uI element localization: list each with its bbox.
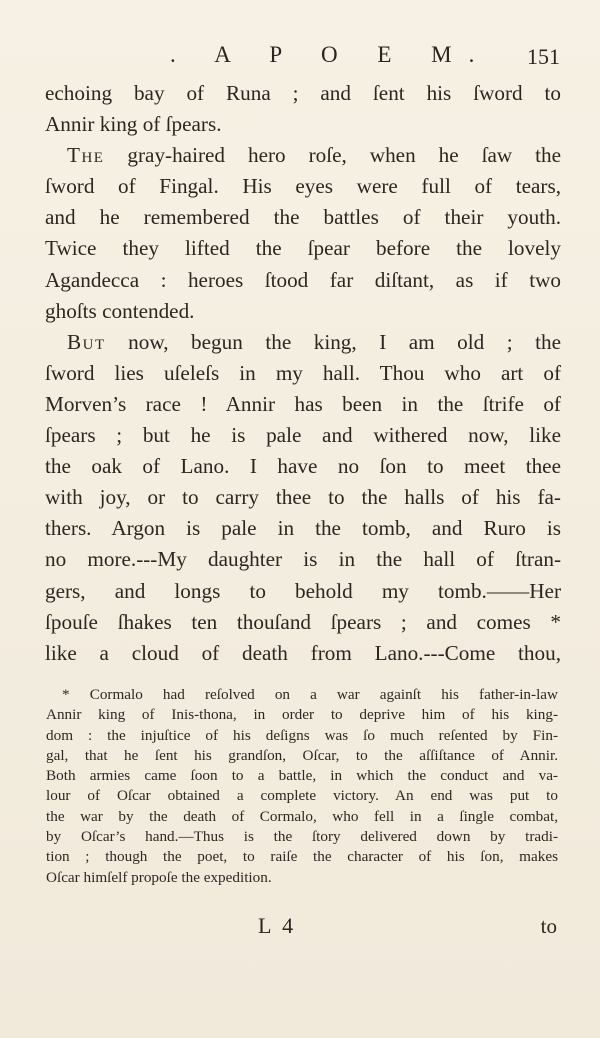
footnote bbox=[46, 685, 558, 888]
paragraph-opening-word: The bbox=[67, 143, 105, 168]
text-fragment: now, begun the king, I am old ; the bbox=[105, 329, 561, 354]
text-line bbox=[45, 327, 561, 358]
text-line: ſword lies uſeleſs in my hall. Thou who art of bbox=[45, 360, 561, 385]
text-line: Twice they lifted the ſpear before the lovely bbox=[45, 236, 561, 261]
footnote-line: dom : the injuſtice of his deſigns was ſo much reſented by Fin- bbox=[46, 726, 558, 744]
footnote-line: Oſcar himſelf propoſe the expedition. bbox=[46, 868, 272, 886]
catchword: to bbox=[540, 914, 557, 938]
paragraph-opening-word: But bbox=[67, 329, 106, 354]
text-line: ghoſts contended. bbox=[45, 298, 195, 323]
footnote-line: Annir king of Inis-thona, in order to deprive him of his king- bbox=[46, 706, 558, 724]
text-line: Morven’s race ! Annir has been in the ſtrife of bbox=[45, 391, 561, 416]
text-line: and he remembered the battles of their youth. bbox=[45, 205, 561, 230]
text-line: echoing bay of Runa ; and ſent his ſword to bbox=[45, 81, 561, 105]
text-line: no more.---My daughter is in the hall of ſtran- bbox=[45, 547, 561, 572]
text-line: Agandecca : heroes ſtood far diſtant, as if two bbox=[45, 267, 561, 292]
text-line: Annir king of ſpears. bbox=[45, 112, 222, 137]
text-line: thers. Argon is pale in the tomb, and Ruro is bbox=[45, 516, 561, 541]
page-number: 151 bbox=[527, 44, 560, 69]
text-line: the oak of Lano. I have no ſon to meet thee bbox=[45, 454, 561, 479]
signature-mark: L 4 bbox=[258, 913, 297, 938]
page-header bbox=[0, 38, 600, 72]
text-line: ſpears ; but he is pale and withered now, like bbox=[45, 423, 561, 448]
text-line: gers, and longs to behold my tomb.——Her bbox=[45, 578, 561, 603]
main-text bbox=[45, 78, 561, 669]
footnote-line: Both armies came ſoon to a battle, in which the conduct and va- bbox=[46, 767, 558, 785]
footnote-line: lour of Oſcar obtained a complete victory. An end was put to bbox=[46, 787, 558, 805]
text-line: ſword of Fingal. His eyes were full of tears, bbox=[45, 174, 561, 199]
footnote-line: tion ; though the poet, to raiſe the character of his ſon, makes bbox=[46, 848, 558, 866]
text-line: ſpouſe ſhakes ten thouſand ſpears ; and comes * bbox=[45, 609, 561, 634]
text-line: with joy, or to carry thee to the halls of his fa- bbox=[45, 485, 561, 510]
text-line: like a cloud of death from Lano.---Come thou, bbox=[45, 640, 561, 665]
footnote-line: gal, that he ſent his grandſon, Oſcar, to the aſſiſtance of Annir. bbox=[46, 746, 558, 764]
footnote-line: * Cormalo had reſolved on a war againſt his father-in-law bbox=[62, 686, 558, 703]
footnote-line: by Oſcar’s hand.—Thus is the ſtory delivered down by tradi- bbox=[46, 828, 558, 846]
running-title: . A P O E M. bbox=[170, 42, 492, 67]
page-footer bbox=[0, 910, 600, 950]
footnote-line: the war by the death of Cormalo, who fell in a ſingle combat, bbox=[46, 807, 558, 825]
text-fragment: gray-haired hero roſe, when he ſaw the bbox=[104, 143, 561, 168]
text-line bbox=[45, 140, 561, 171]
